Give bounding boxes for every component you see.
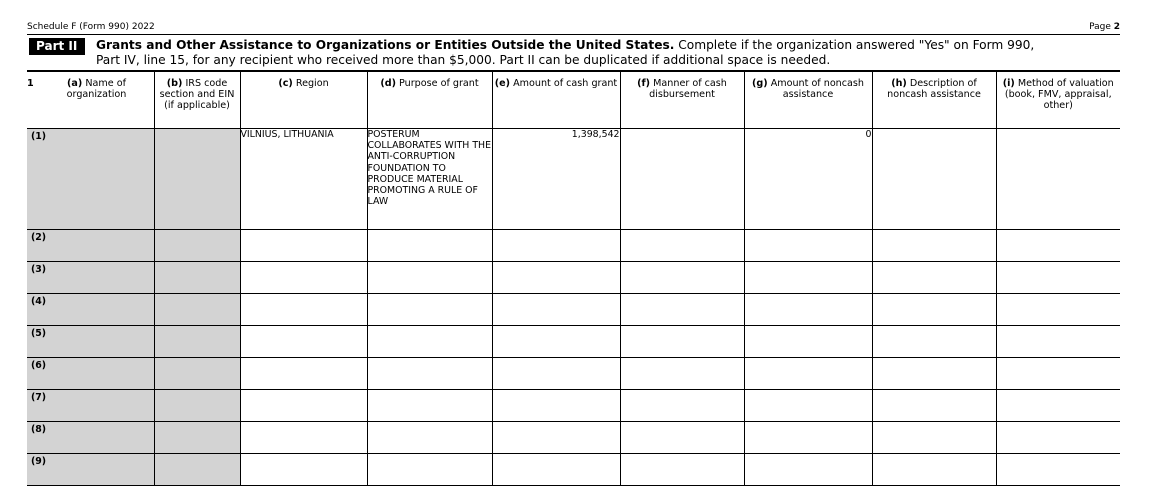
noncash-amount-cell: 0	[744, 129, 872, 230]
part-instructions: Part IV, line 15, for any recipient who received more than $5,000. Part II can be duplicated if additional space is needed.	[96, 53, 831, 67]
table-row	[27, 326, 1120, 358]
region-cell: VILNIUS, LITHUANIA	[240, 129, 367, 230]
row-label: (6)	[27, 358, 154, 390]
valuation-cell	[996, 129, 1120, 230]
page-indicator	[1089, 22, 1120, 32]
col-header-b: (b) IRS code section and EIN (if applicable)	[154, 71, 240, 129]
col-header-e: (e) Amount of cash grant	[492, 71, 620, 129]
table-row	[27, 454, 1120, 486]
table-row	[27, 294, 1120, 326]
row-label: (9)	[27, 454, 154, 486]
disbursement-cell	[620, 129, 744, 230]
table-row	[27, 129, 1120, 230]
col-header-d: (d) Purpose of grant	[367, 71, 492, 129]
row-label: (8)	[27, 422, 154, 454]
purpose-cell: POSTERUM COLLABORATES WITH THE ANTI-CORRUPTION FOUNDATION TO PRODUCE MATERIAL PROMOTING A RULE OF LAW	[367, 129, 492, 230]
table-row	[27, 230, 1120, 262]
noncash-description-cell	[872, 129, 996, 230]
col-header-f: (f) Manner of cash disbursement	[620, 71, 744, 129]
cash-grant-cell: 1,398,542	[492, 129, 620, 230]
part-title-bold: Grants and Other Assistance to Organizations or Entities Outside the United States.	[96, 38, 675, 52]
row-label: (4)	[27, 294, 154, 326]
row-label: (3)	[27, 262, 154, 294]
grants-table	[27, 70, 1120, 486]
ein-cell	[154, 129, 240, 230]
col-header-g: (g) Amount of noncash assistance	[744, 71, 872, 129]
header-divider	[27, 34, 1120, 35]
row-label: (7)	[27, 390, 154, 422]
row-label: (1)	[27, 129, 154, 230]
page-word: Page	[1089, 22, 1111, 32]
col-header-c: (c) Region	[240, 71, 367, 129]
part-title	[96, 38, 1126, 53]
page-number: 2	[1113, 22, 1120, 32]
col-header-h: (h) Description of noncash assistance	[872, 71, 996, 129]
row-label: (2)	[27, 230, 154, 262]
table-row	[27, 262, 1120, 294]
row-label: (5)	[27, 326, 154, 358]
form-label: Schedule F (Form 990) 2022	[27, 22, 155, 32]
table-row	[27, 358, 1120, 390]
line-number: 1	[27, 78, 34, 89]
table-row	[27, 390, 1120, 422]
col-header-a: 1 (a) Name of organization	[27, 71, 154, 129]
col-header-i: (i) Method of valuation (book, FMV, appraisal, other)	[996, 71, 1120, 129]
part-title-rest: Complete if the organization answered "Yes" on Form 990,	[674, 38, 1035, 52]
header-row	[27, 71, 1120, 129]
part-badge: Part II	[29, 38, 85, 55]
table-row	[27, 422, 1120, 454]
